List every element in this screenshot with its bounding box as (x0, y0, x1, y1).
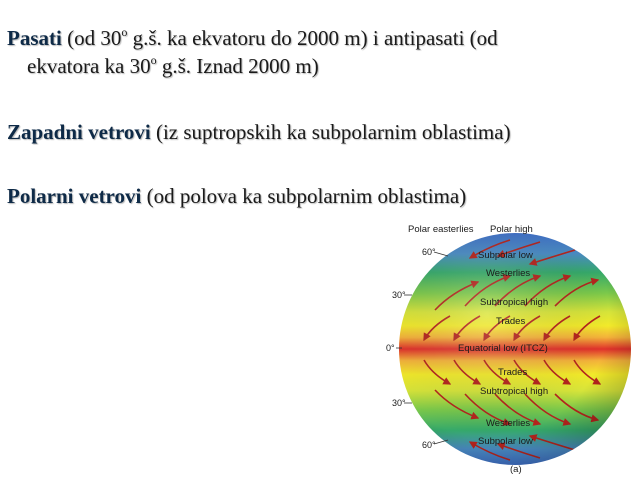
label-trades-bottom: Trades (498, 367, 528, 378)
label-subpolar-low-bottom: Subpolar low (478, 436, 533, 447)
text-pasati-4: g.š. Iznad 2000 m) (156, 54, 319, 78)
label-westerlies-bottom: Westerlies (486, 418, 531, 429)
label-equatorial-low: Equatorial low (ITCZ) (458, 343, 548, 354)
lat-30-top: 30° (392, 290, 406, 300)
lat-60-bottom: 60° (422, 440, 436, 450)
label-westerlies-top: Westerlies (486, 268, 531, 279)
label-trades-top: Trades (496, 316, 526, 327)
text-polarni-vetrovi: (od polova ka subpolarnim oblastima) (141, 184, 467, 208)
text-pasati-2: g.š. ka ekvatoru do 2000 m) i antipasati (od (127, 26, 498, 50)
term-polarni-vetrovi: Polarni vetrovi (7, 184, 142, 208)
label-polar-easterlies: Polar easterlies (408, 224, 474, 235)
degree-sup-2: o (150, 53, 157, 67)
lat-30-bottom: 30° (392, 398, 406, 408)
paragraph-trade-winds (7, 24, 617, 80)
term-pasati: Pasati (7, 26, 62, 50)
lat-0: 0° (386, 343, 395, 353)
text-zapadni-vetrovi: (iz suptropskih ka subpolarnim oblastima) (150, 120, 511, 144)
figure-caption: (a) (510, 464, 522, 475)
label-polar-high: Polar high (490, 224, 533, 235)
label-subtropical-high-bottom: Subtropical high (480, 386, 549, 397)
label-subtropical-high-top: Subtropical high (480, 297, 549, 308)
paragraph-trade-winds-continuation (7, 52, 617, 80)
text-pasati-3: ekvatora ka 30 (27, 54, 151, 78)
text-pasati-1: (od 30 (61, 26, 122, 50)
label-subpolar-low-top: Subpolar low (478, 250, 533, 261)
paragraph-polar-winds (7, 182, 617, 210)
paragraph-westerlies (7, 118, 617, 146)
lat-60-top: 60° (422, 247, 436, 257)
term-zapadni-vetrovi: Zapadni vetrovi (7, 120, 151, 144)
global-wind-figure (370, 218, 638, 479)
degree-sup-1: o (121, 25, 128, 39)
